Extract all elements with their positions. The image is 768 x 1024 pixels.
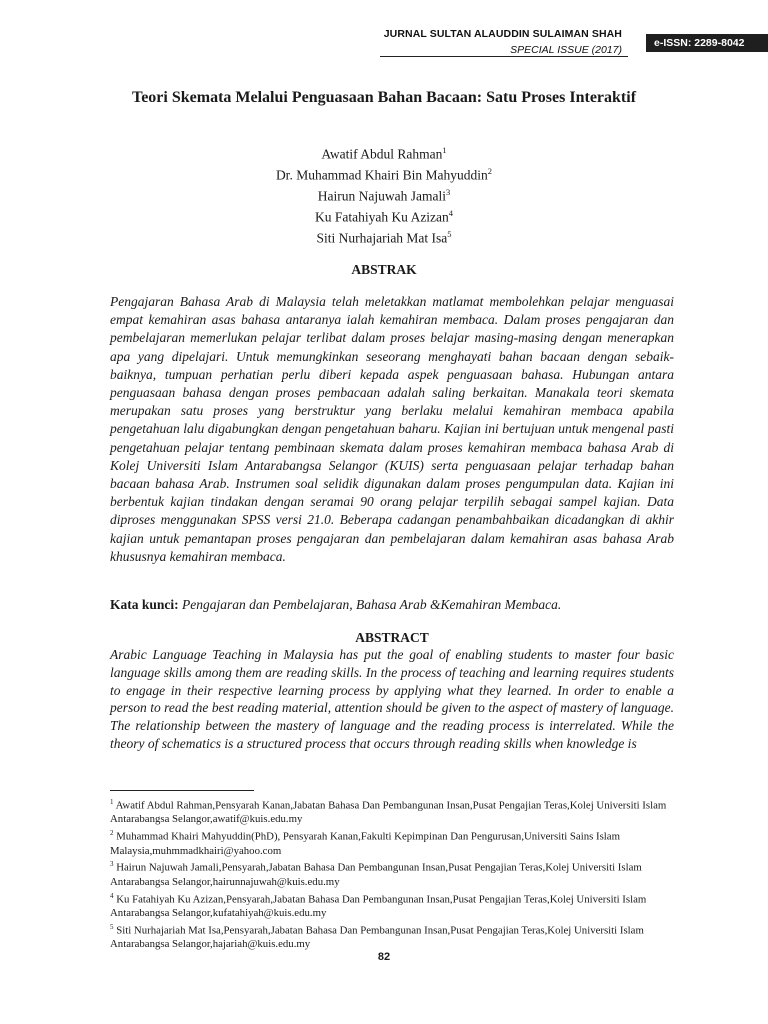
footnote-1 <box>110 796 670 827</box>
abstract-heading: ABSTRACT <box>355 630 429 645</box>
footnote-rule <box>110 790 254 791</box>
abstrak-heading: ABSTRAK <box>351 262 417 277</box>
footnotes <box>110 796 670 952</box>
footnote-mark: 5 <box>110 922 114 931</box>
issn-badge: e-ISSN: 2289-8042 <box>646 34 768 52</box>
author-2 <box>110 163 658 184</box>
footnote-text: Hairun Najuwah Jamali,Pensyarah,Jabatan Bahasa Dan Pembangunan Insan,Pusat Pengajian Teras,Kolej Universiti Islam Antarabangsa Selangor,hairunnajuwah@kuis.edu.my <box>110 861 642 888</box>
author-list <box>110 142 658 247</box>
keywords-text: Pengajaran dan Pembelajaran, Bahasa Arab &Kemahiran Membaca. <box>182 597 562 612</box>
footnote-mark: 4 <box>110 891 114 900</box>
footnote-mark: 3 <box>110 860 114 869</box>
author-mark: 1 <box>442 145 447 155</box>
author-name: Ku Fatahiyah Ku Azizan <box>314 209 449 225</box>
journal-title: JURNAL SULTAN ALAUDDIN SULAIMAN SHAH <box>383 28 622 40</box>
author-3 <box>110 184 658 205</box>
keywords <box>110 597 670 613</box>
author-mark: 5 <box>447 229 452 239</box>
author-1 <box>110 142 658 163</box>
footnote-5 <box>110 921 670 952</box>
author-mark: 3 <box>445 187 451 197</box>
author-mark: 2 <box>487 166 493 176</box>
footnote-4 <box>110 890 670 921</box>
paper-title: Teori Skemata Melalui Penguasaan Bahan Bacaan: Satu Proses Interaktif <box>131 89 637 106</box>
footnote-text: Awatif Abdul Rahman,Pensyarah Kanan,Jabatan Bahasa Dan Pembangunan Insan,Pusat Pengajian Teras,Kolej Universiti Islam Antarabangsa Selangor,awatif@kuis.edu.my <box>110 799 667 826</box>
author-4 <box>110 205 658 226</box>
footnote-text: Siti Nurhajariah Mat Isa,Pensyarah,Jabatan Bahasa Dan Pembangunan Insan,Pusat Pengajian Teras,Kolej Universiti Islam Antarabangsa Selangor,hajariah@kuis.edu.my <box>110 924 644 951</box>
author-name: Dr. Muhammad Khairi Bin Mahyuddin <box>275 167 488 183</box>
footnote-3 <box>110 858 670 889</box>
footnote-mark: 1 <box>110 798 114 806</box>
author-5 <box>110 226 658 247</box>
header-rule <box>380 56 628 57</box>
author-name: Hairun Najuwah Jamali <box>317 188 446 204</box>
abstrak-body: Pengajaran Bahasa Arab di Malaysia telah meletakkan matlamat membolehkan pelajar menguasai empat kemahiran asas bahasa antaranya ialah kemahiran membaca. Dalam proses pengajaran dan pembelajaran memerlukan pelajar terlibat dalam proses belajar masing-masing dengan menerapkan apa yang dipelajari. Untuk memungkinkan seseorang menghayati bahan bacaan dengan sebaik-baiknya, tumpuan perhatian perlu diberi kepada aspek penguasaan bahasa. Hubungan antara penguasaan bahasa dengan proses pembacaan adalah saling berkaitan. Manakala teori skemata merupakan satu proses yang berstruktur yang berlaku melalui kemahiran membaca apabila pengetahuan lalu digabungkan dengan pengetahuan baharu. Kajian ini bertujuan untuk mengenal pasti pengetahuan pelajar tentang pembinaan skemata dalam proses kemahiran membaca bahasa Arab di Kolej Universiti Islam Antarabangsa Selangor (KUIS) serta penguasaan pelajar terhadap bahan bacaan bahasa Arab. Instrumen soal selidik digunakan dalam proses pengumpulan data. Kajian ini berbentuk kajian tindakan dengan seramai 90 orang pelajar terpilih sebagai sampel kajian. Data diproses menggunakan SPSS versi 21.0. Beberapa cadangan penambahbaikan dicadangkan di akhir kajian untuk pemantapan proses pengajaran dan pembelajaran dalam kemahiran asas bahasa Arab khususnya kemahiran membaca. <box>110 294 674 564</box>
author-name: Awatif Abdul Rahman <box>321 146 443 162</box>
author-mark: 4 <box>448 208 454 218</box>
issue-label: SPECIAL ISSUE (2017) <box>510 44 622 56</box>
keywords-label: Kata kunci: <box>110 597 179 612</box>
footnote-text: Ku Fatahiyah Ku Azizan,Pensyarah,Jabatan Bahasa Dan Pembangunan Insan,Pusat Pengajian Teras,Kolej Universiti Islam Antarabangsa Selangor,kufatahiyah@kuis.edu.my <box>110 893 647 919</box>
author-name: Siti Nurhajariah Mat Isa <box>316 230 448 246</box>
footnote-text: Muhammad Khairi Mahyuddin(PhD), Pensyarah Kanan,Fakulti Kepimpinan Dan Pengurusan,Universiti Sains Islam Malaysia,muhmmadkhairi@yahoo.com <box>110 830 620 857</box>
footnote-mark: 2 <box>110 829 114 838</box>
abstract-body: Arabic Language Teaching in Malaysia has put the goal of enabling students to master four basic language skills among them are reading skills. In the process of teaching and learning requires students to engage in their respective learning process by applying what they learned. In order to enable a person to read the best reading material, attention should be given to the aspect of mastery of language. The relationship between the mastery of language and the reading process is interrelated. While the theory of schematics is a structured process that occurs through reading skills when knowledge is <box>110 647 674 751</box>
footnote-2 <box>110 827 670 858</box>
page-number: 82 <box>377 951 391 963</box>
